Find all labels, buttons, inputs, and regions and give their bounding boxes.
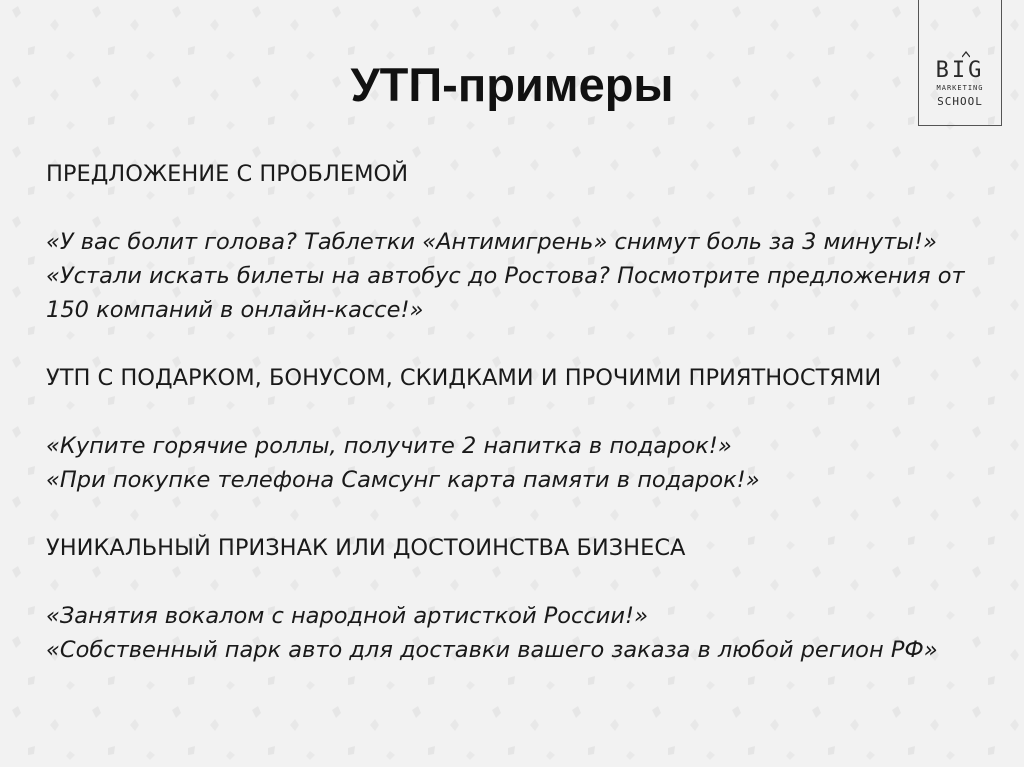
section-unique — [46, 531, 966, 667]
big-marketing-school-logo — [918, 0, 1002, 126]
section-heading: УТП С ПОДАРКОМ, БОНУСОМ, СКИДКАМИ И ПРОЧИМИ ПРИЯТНОСТЯМИ — [46, 365, 882, 391]
example-quote: «При покупке телефона Самсунг карта памяти в подарок!» — [46, 467, 760, 493]
logo-big: BIG — [935, 58, 985, 83]
example-quote: «Собственный парк авто для доставки вашего заказа в любой регион РФ» — [46, 637, 938, 663]
section-heading: УНИКАЛЬНЫЙ ПРИЗНАК ИЛИ ДОСТОИНСТВА БИЗНЕСА — [46, 535, 686, 561]
example-quote: «Устали искать билеты на автобус до Ростова? Посмотрите предложения от 150 компаний в онлайн-кассе!» — [46, 263, 965, 323]
logo-marketing: MARKETING — [936, 84, 984, 92]
example-quote: «У вас болит голова? Таблетки «Антимигрень» снимут боль за 3 минуты!» — [46, 229, 937, 255]
section-gift — [46, 361, 966, 497]
section-heading: ПРЕДЛОЖЕНИЕ С ПРОБЛЕМОЙ — [46, 161, 409, 187]
slide-title: УТП-примеры — [350, 58, 674, 111]
logo-school: SCHOOL — [937, 95, 983, 108]
example-quote: «Занятия вокалом с народной артисткой России!» — [46, 603, 648, 629]
slide-content — [46, 157, 966, 701]
section-problem — [46, 157, 966, 327]
example-quote: «Купите горячие роллы, получите 2 напитка в подарок!» — [46, 433, 732, 459]
